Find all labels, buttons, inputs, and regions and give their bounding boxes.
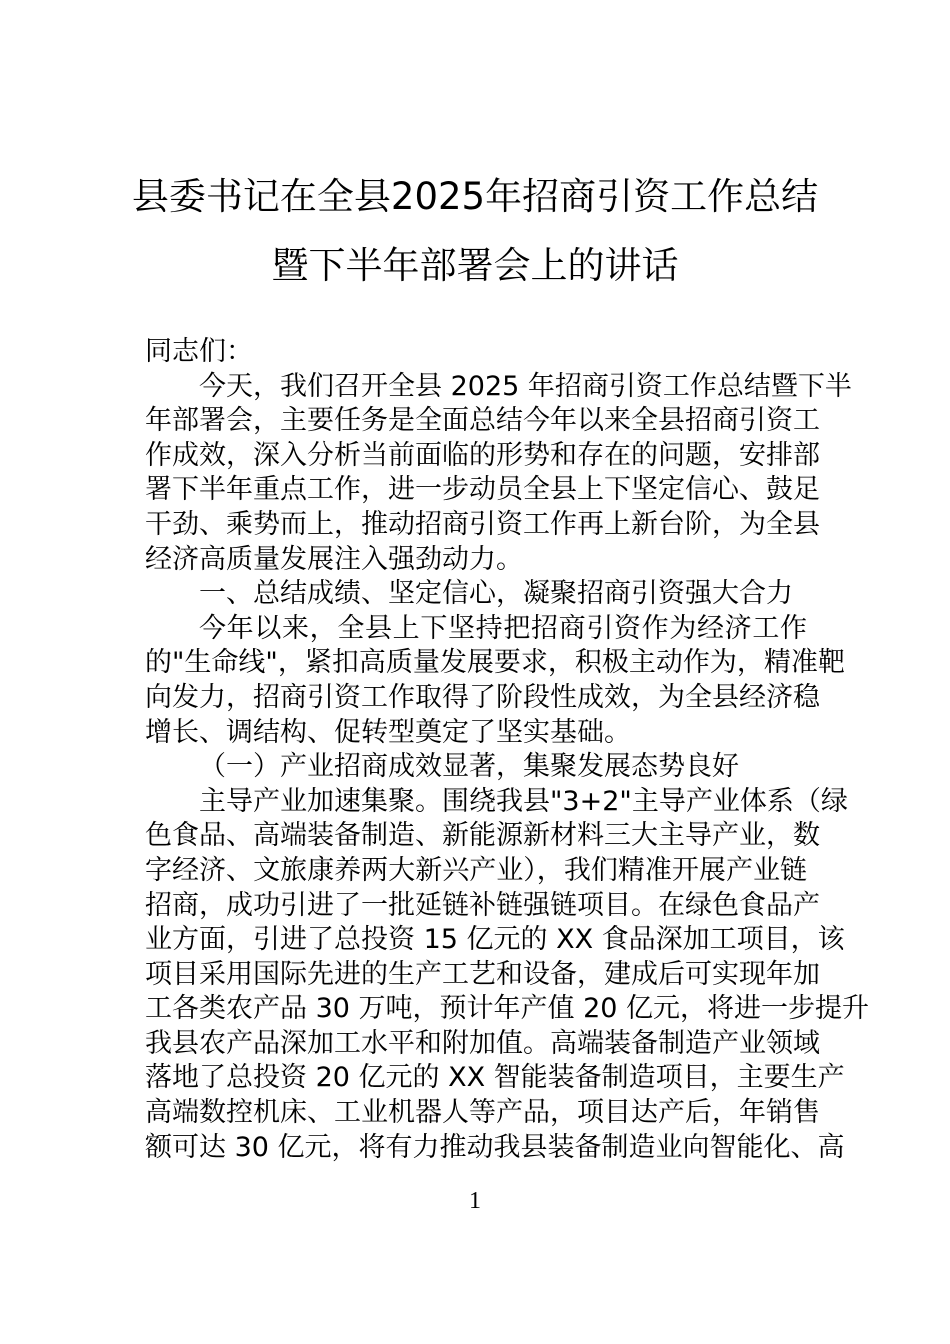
text-line: 色食品、高端装备制造、新能源新材料三大主导产业，数	[145, 820, 820, 852]
text-line: 署下半年重点工作，进一步动员全县上下坚定信心、鼓足	[145, 474, 820, 506]
text-line: 我县农产品深加工水平和附加值。高端装备制造产业领域	[145, 1027, 820, 1059]
text-line: 干劲、乘势而上，推动招商引资工作再上新台阶，为全县	[145, 508, 820, 540]
page-number: 1	[469, 1188, 481, 1214]
text-line: 额可达 30 亿元，将有力推动我县装备制造业向智能化、高	[145, 1131, 845, 1163]
text-line: 的"生命线"，紧扣高质量发展要求，积极主动作为，精准靶	[145, 647, 845, 679]
text-line: 高端数控机床、工业机器人等产品，项目达产后，年销售	[145, 1097, 820, 1129]
text-line: 招商，成功引进了一批延链补链强链项目。在绿色食品产	[145, 889, 820, 921]
text-line: 同志们：	[145, 336, 253, 367]
document-title-line-1: 县委书记在全县2025年招商引资工作总结	[131, 175, 819, 218]
text-line: 今天，我们召开全县 2025 年招商引资工作总结暨下半	[199, 370, 852, 402]
text-line: 工各类农产品 30 万吨，预计年产值 20 亿元，将进一步提升	[145, 993, 870, 1025]
text-line: （一）产业招商成效显著，集聚发展态势良好	[199, 751, 739, 783]
text-line: 今年以来，全县上下坚持把招商引资作为经济工作	[199, 612, 807, 644]
text-line: 落地了总投资 20 亿元的 XX 智能装备制造项目，主要生产	[145, 1062, 845, 1094]
text-line: 经济高质量发展注入强劲动力。	[145, 543, 523, 575]
document-body	[145, 335, 870, 1165]
text-line: 年部署会，主要任务是全面总结今年以来全县招商引资工	[145, 405, 820, 437]
text-line: 业方面，引进了总投资 15 亿元的 XX 食品深加工项目，该	[145, 924, 845, 956]
document-title-line-2: 暨下半年部署会上的讲话	[271, 244, 679, 287]
text-line: 向发力，招商引资工作取得了阶段性成效，为全县经济稳	[145, 681, 820, 713]
text-line: 增长、调结构、促转型奠定了坚实基础。	[145, 716, 631, 748]
text-line: 一、总结成绩、坚定信心，凝聚招商引资强大合力	[199, 578, 793, 610]
text-line: 主导产业加速集聚。围绕我县"3+2"主导产业体系（绿	[199, 785, 848, 817]
text-line: 项目采用国际先进的生产工艺和设备，建成后可实现年加	[145, 958, 820, 990]
text-line: 字经济、文旅康养两大新兴产业），我们精准开展产业链	[145, 854, 807, 886]
text-line: 作成效，深入分析当前面临的形势和存在的问题，安排部	[145, 439, 820, 471]
